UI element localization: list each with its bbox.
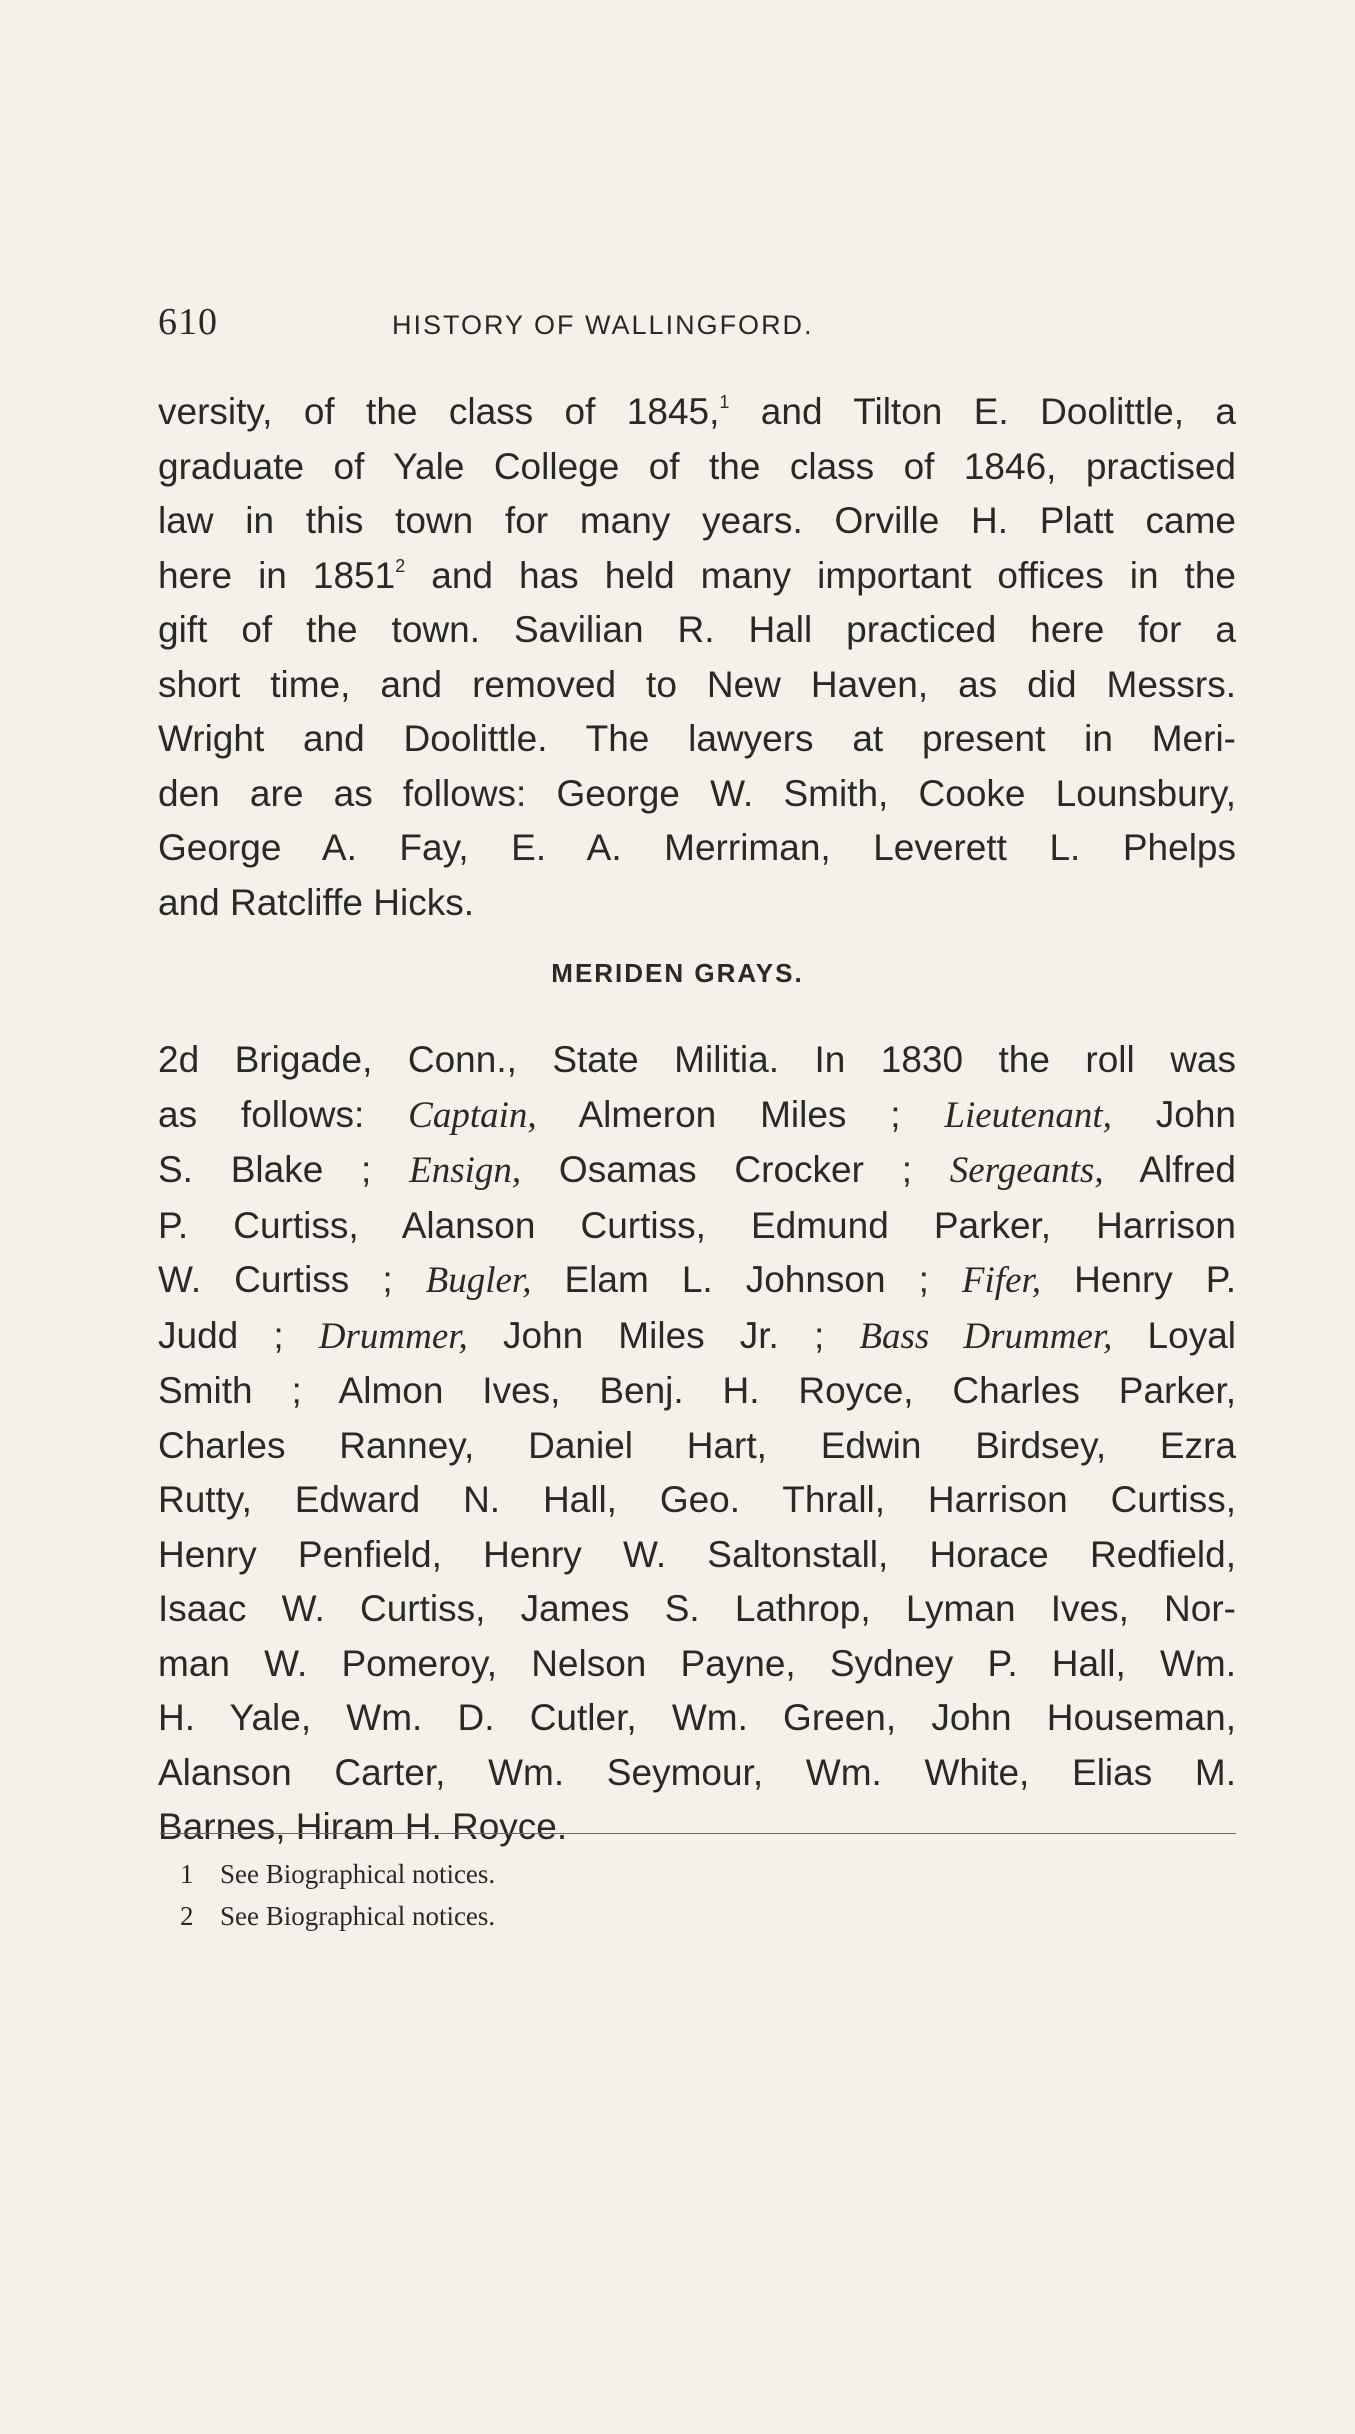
running-head — [158, 300, 968, 350]
rank-label: Bass Drummer, — [859, 1315, 1113, 1357]
text-line: P. Curtiss, Alanson Curtiss, Edmund Parker, Harrison — [158, 1204, 1236, 1246]
text-line: as follows: Captain, Almeron Miles ; Lieutenant, John — [158, 1093, 1237, 1136]
rank-label: Bugler, — [425, 1260, 532, 1301]
text-line: graduate of Yale College of the class of 1846, practised — [158, 445, 1236, 487]
text-line: Smith ; Almon Ives, Benj. H. Royce, Charles Parker, — [158, 1370, 1236, 1411]
rank-label: Captain, — [408, 1094, 537, 1136]
paragraph-meriden-grays — [158, 1033, 1236, 1855]
text-line: short time, and removed to New Haven, as did Messrs. — [158, 663, 1236, 705]
text-line: Charles Ranney, Daniel Hart, Edwin Birdsey, Ezra — [158, 1424, 1236, 1466]
footnote-text: See Biographical notices. — [220, 1901, 496, 1931]
text-line: S. Blake ; Ensign, Osamas Crocker ; Sergeants, Alfred — [158, 1149, 1236, 1191]
footnote-number: 1 — [180, 1859, 194, 1889]
footnote-ref: 2 — [395, 555, 406, 576]
text-line: gift of the town. Savilian R. Hall practiced here for a — [158, 609, 1236, 650]
text-line: and Ratcliffe Hicks. — [158, 881, 474, 923]
text-line: Isaac W. Curtiss, James S. Lathrop, Lyman Ives, Nor- — [158, 1588, 1236, 1629]
running-title: HISTORY OF WALLINGFORD. — [392, 310, 814, 340]
paragraph-lawyers — [158, 385, 1236, 930]
rank-label: Drummer, — [318, 1315, 468, 1357]
text-line: Judd ; Drummer, John Miles Jr. ; Bass Drummer, Loyal — [158, 1314, 1237, 1357]
text-line: Barnes, Hiram H. Royce. — [158, 1806, 568, 1847]
text-line: man W. Pomeroy, Nelson Payne, Sydney P. Hall, Wm. — [158, 1642, 1236, 1684]
footnote — [180, 1895, 495, 1937]
text-line: law in this town for many years. Orville H. Platt came — [158, 500, 1236, 541]
footnote-number: 2 — [180, 1901, 194, 1931]
text-line: Alanson Carter, Wm. Seymour, Wm. White, Elias M. — [158, 1751, 1236, 1793]
text-line: H. Yale, Wm. D. Cutler, Wm. Green, John Houseman, — [158, 1697, 1236, 1738]
footnote-ref: 1 — [719, 392, 730, 412]
text-line: here in 1851$^2$ and has held many important offices in the — [158, 554, 1236, 596]
text-line: Wright and Doolittle. The lawyers at present in Meri- — [158, 718, 1236, 759]
footnote-divider — [160, 1833, 1236, 1834]
text-line: Henry Penfield, Henry W. Saltonstall, Horace Redfield, — [158, 1533, 1236, 1575]
page-number: 610 — [158, 301, 218, 343]
footnote-text: See Biographical notices. — [220, 1859, 496, 1889]
rank-label: Fifer, — [961, 1260, 1042, 1301]
footnotes — [180, 1853, 495, 1937]
rank-label: Lieutenant, — [944, 1094, 1112, 1136]
footnote — [180, 1853, 495, 1895]
text-line: Rutty, Edward N. Hall, Geo. Thrall, Harrison Curtiss, — [158, 1479, 1236, 1520]
text-line: versity, of the class of 1845,$^1$ and Tilton E. Doolittle, a — [158, 391, 1237, 432]
section-heading: MERIDEN GRAYS. — [551, 958, 804, 988]
text-line: den are as follows: George W. Smith, Cooke Lounsbury, — [158, 772, 1236, 814]
text-line: 2d Brigade, Conn., State Militia. In 1830 the roll was — [158, 1039, 1236, 1080]
text-line: W. Curtiss ; Bugler, Elam L. Johnson ; Fifer, Henry P. — [158, 1259, 1236, 1301]
rank-label: Ensign, — [409, 1150, 522, 1191]
rank-label: Sergeants, — [949, 1150, 1104, 1191]
text-line: George A. Fay, E. A. Merriman, Leverett L. Phelps — [158, 827, 1236, 868]
